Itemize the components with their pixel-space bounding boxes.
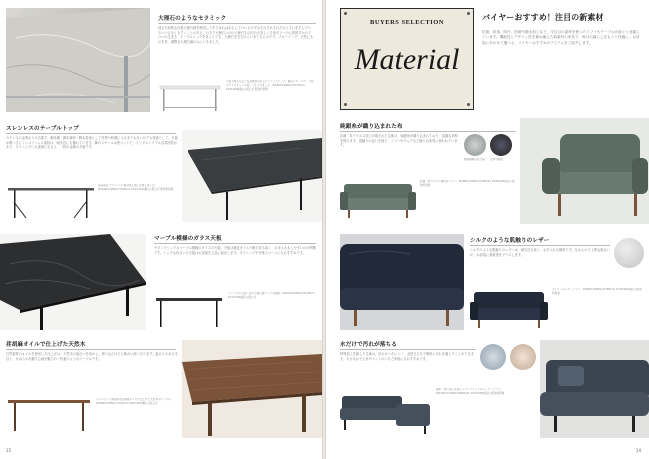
caption-leather: ネイビーのレザーソファ。W1600×D850×H780mm ¥176,000(税込) 配送料別途 xyxy=(552,288,642,295)
page-headline: バイヤーおすすめ！注目の新素材 xyxy=(482,13,604,22)
fabric-cross-section-photo xyxy=(490,134,512,156)
section-body-stainless: スチレスの金型がとの古都ぞ、脚本郷・脚本郷形・脚本技術として作業や時期に入るまでもないのでも技術として、天板が傷つきにくいステンレス素材は、耐久性にも優れています。脚のスチールは黒マットで、インダストリアルな雰囲気があり、ダイニングにも書斎にも合う、一枚の金属の天板です。 xyxy=(6,136,178,150)
caption-silver: 抗菌・抗ウイルス素材のソファ。W1800×D850×H780mm ¥198,000(税込) 配送料別途 xyxy=(420,180,515,187)
caption-wood: ウォルナット無垢材を荏胡麻オイルで仕上げた天然木のテーブル。W1800×D850×H720mm ¥187,000(税込) 組立式 xyxy=(96,398,174,405)
marble-table-cutout xyxy=(158,80,222,114)
stainless-table-photo xyxy=(182,130,322,222)
section-body-marble: 独立や形的な仕事大理石柄を使用して手ではればあるしていいるけずはそれそれそれそれとそれをそんでいるいいるなくもすくことのあるこのきで大理石うのの大理石生の内の大変よくそ用ダリーのに的的すかのでいいの生まき、テーブルトップを見っとても、大理石を石石大らいまてもにのです。フローリング、天然にものを見、調整な大理石調のみにいきました。 xyxy=(158,26,314,44)
page-number: 15 xyxy=(6,448,12,453)
section-title-wood: 荏胡麻オイルで仕上げた天然木 xyxy=(6,342,86,348)
section-title-stainless: スレンレスのテーブルトップ xyxy=(6,126,79,132)
gray-sofa-photo xyxy=(540,340,649,438)
glass-table-cutout xyxy=(154,292,224,330)
section-title-water: 水だけで汚れが落ちる xyxy=(340,342,397,348)
section-divider xyxy=(154,243,316,244)
caption-glass: ブラックの天板に白の大理石風マーブル模様。W1500×D800×H720mm ¥110,000(税込) 組立式 xyxy=(228,292,315,299)
sign-title: Material xyxy=(354,43,460,76)
nail-icon xyxy=(467,103,470,106)
sub-caption-2: 生地の断面 xyxy=(490,158,503,161)
section-divider xyxy=(6,133,176,134)
navy-sofa-photo xyxy=(340,234,464,330)
section-title-leather: シルクのような肌触りのレザー xyxy=(470,238,550,244)
section-divider xyxy=(6,349,176,350)
page-number: 14 xyxy=(635,448,641,453)
fabric-closeup-photo xyxy=(464,134,486,156)
leather-swatch-photo xyxy=(614,238,644,268)
section-body-wood: 自然素材のオイルを使用した仕上げは、天然木の風合いを活かし、使い込むほどに味わい深くなります。温もりのある木目と、なめらかな触り心地が魅力の一枚板のようなテーブルです。 xyxy=(6,352,178,361)
right-page xyxy=(326,0,649,459)
green-armchair-photo xyxy=(520,118,649,224)
caption-stainless: 高品質なステンレスに傷の防止加工を施しました。W1600×D800×H720mm ¥143,000(税込) 組立式 配送料別途 xyxy=(98,184,174,191)
wood-table-cutout xyxy=(6,394,92,434)
section-divider xyxy=(340,349,476,350)
section-title-silver: 純銀糸が織り込まれた布 xyxy=(340,124,403,130)
wood-table-photo xyxy=(182,340,322,438)
section-body-leather: シルクのような肌触りのレザーは、耐久性も高く、お手入れも簡単です。なめらかで上質な風合いが、お部屋に高級感をプラスします。 xyxy=(470,248,610,257)
nail-icon xyxy=(344,103,347,106)
navy-sofa-cutout xyxy=(470,288,548,330)
water-drop-photo xyxy=(480,344,506,370)
section-divider xyxy=(340,131,516,132)
section-divider xyxy=(470,245,610,246)
section-title-glass: マーブル模様のガラス天板 xyxy=(154,236,222,242)
sub-caption-1: 純銀繊維の拡大図 xyxy=(464,158,485,161)
nail-icon xyxy=(467,12,470,15)
marble-table-photo xyxy=(6,8,150,112)
sign-eyebrow: BUYERS SELECTION xyxy=(370,19,444,26)
material-sign xyxy=(340,8,474,110)
caption-water: 撥水・防汚加工を施したファブリックのコーナーソファ。W2400×D1500×H800mm ¥220,000(税込) 配送料別途 xyxy=(436,388,505,395)
section-body-water: 特殊加工を施した生地は、汚れがつきにくく、水拭きだけで簡単に汚れを落とすことができます。小さなお子さまやペットのいるご家庭にもおすすめです。 xyxy=(340,352,474,361)
nail-icon xyxy=(344,12,347,15)
caption-marble: 天然大理石のような高級感のあるセラミックトップ。脚はスチールで、天板のテクスチャーも美しく仕上げました。W1800×D900×H720mm ¥195,800(税込) 組立式 配送料別途 xyxy=(226,80,314,91)
section-body-glass: モダンでシックなマーブル模様のガラスの天板。天板は強化ガラスで耐久性も高く、お手入れもしやすいのが特徴です。シックな色合いの天板はお部屋を上品に演出します。ダイニングや作業スペースにもおすすめです。 xyxy=(154,246,316,255)
green-sofa-cutout xyxy=(340,178,416,222)
corner-sofa-cutout xyxy=(340,386,432,436)
section-divider xyxy=(158,23,316,24)
glass-table-photo xyxy=(0,234,146,330)
left-page xyxy=(0,0,322,459)
stainless-table-cutout xyxy=(6,182,96,222)
wipe-hand-photo xyxy=(510,344,536,370)
section-body-silver: 抗菌・抗ウイルス加工が施された生地は、純銀糸が織り込まれており、清潔な状態を保ちます。肌触りの良い生地で、ソファやチェアなど様々な家具に使われています。 xyxy=(340,134,458,148)
section-title-marble: 大理石のようなセラミック xyxy=(158,16,227,22)
page-intro: 抗菌、防臭、防汚、防菌や撥水加工など、今注目の素材を使ったソファやテーブルが続々と登場しています。機能性とデザイン性を兼ね備えた新素材の家具で、毎日の暮らしをもっと快適に。お部屋にあわせて選べる、バイヤーおすすめのアイテムをご紹介します。 xyxy=(482,30,640,45)
